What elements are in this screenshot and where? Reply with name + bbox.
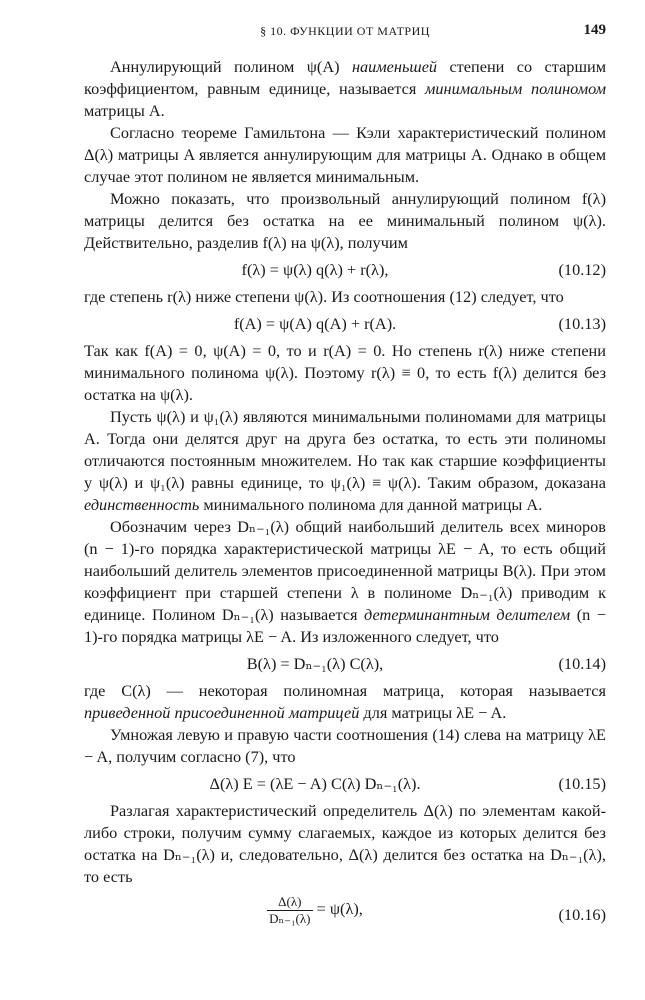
equation-number: (10.12) [558, 260, 606, 279]
paragraph-uniqueness: Пусть ψ(λ) и ψ₁(λ) являются минимальными полиномами для матрицы A. Тогда они делятся друг на друга без остатка, то есть эти полиномы отличаются постоянным множителем. Но так как старшие коэффициенты у ψ(λ) и ψ₁(λ) равны единице, то ψ₁(λ) ≡ ψ(λ). Таким образом, доказана единственность минимального полинома для данной матрицы A. [84, 407, 606, 514]
emph-minimal-polynomial: минимальным полиномом [425, 79, 606, 98]
paragraph-reduced-adjoint: где C(λ) — некоторая полиномная матрица, которая называется приведенной присоединенной матрицей для матрицы λE − A. [84, 681, 606, 722]
paragraph-determinant-divisor: Обозначим через Dₙ₋₁(λ) общий наибольший делитель всех миноров (n − 1)-го порядка характеристической матрицы λE − A, то есть общий наибольший делитель элементов присоединенной матрицы B(λ). При этом коэффициент при старшей степени λ в полиноме Dₙ₋₁(λ) приводим к единице. Полином Dₙ₋₁(λ) называется детерминантным делителем (n − 1)-го порядка матрицы λE − A. Из изложенного следует, что [84, 517, 606, 646]
equation-10-12 [84, 257, 606, 283]
equation-body: B(λ) = Dₙ₋₁(λ) C(λ), [246, 654, 384, 673]
emph-smallest: наименьшей [351, 57, 438, 76]
equation-number: (10.15) [558, 774, 606, 793]
equation-10-16 [84, 892, 606, 938]
equation-body [84, 894, 546, 927]
emph-uniqueness: единственность [84, 495, 200, 514]
paragraph-hamilton-cayley: Согласно теореме Гамильтона — Кэли характеристический полином Δ(λ) матрицы A является аннулирующим для матрицы A. Однако в общем случае этот полином не является минимальным. [84, 123, 606, 186]
equation-body: f(A) = ψ(A) q(A) + r(A). [233, 314, 397, 333]
paragraph-divisibility: Можно показать, что произвольный аннулирующий полином f(λ) матрицы делится без остатка на ее минимальный полином ψ(λ). Действительно, разделив f(λ) на ψ(λ), получим [84, 189, 606, 252]
paragraph-multiply: Умножая левую и правую части соотношения (14) слева на матрицу λE − A, получим согласно (7), что [84, 725, 606, 766]
equation-body: Δ(λ) E = (λE − A) C(λ) Dₙ₋₁(λ). [209, 774, 421, 793]
equation-number: (10.14) [558, 654, 606, 673]
paragraph-degree: где степень r(λ) ниже степени ψ(λ). Из соотношения (12) следует, что [84, 287, 564, 306]
equation-body: f(λ) = ψ(λ) q(λ) + r(λ), [241, 260, 389, 279]
fraction [267, 894, 312, 927]
page-header [84, 22, 606, 42]
fraction-numerator: Δ(λ) [267, 894, 312, 911]
emph-determinant-divisor: детерминантным делителем [364, 605, 571, 624]
equation-10-15 [84, 771, 606, 797]
equation-10-13 [84, 311, 606, 337]
paragraph-expansion: Разлагая характеристический определитель Δ(λ) по элементам какой-либо строки, получим сумму слагаемых, каждое из которых делится без остатка на Dₙ₋₁(λ) и, следовательно, Δ(λ) делится без остатка на Dₙ₋₁(λ), то есть [84, 801, 606, 886]
equation-10-14 [84, 651, 606, 677]
page-body [84, 56, 606, 938]
running-title: § 10. ФУНКЦИИ ОТ МАТРИЦ [260, 24, 430, 38]
paragraph-definition: Аннулирующий полином ψ(A) наименьшей степени со старшим коэффициентом, равным единице, называется минимальным полиномом матрицы A. [84, 57, 606, 120]
page-number: 149 [583, 22, 606, 38]
paragraph-conclusion: Так как f(A) = 0, ψ(A) = 0, то и r(A) = 0. Но степень r(λ) ниже степени минимального полинома ψ(λ). Поэтому r(λ) ≡ 0, то есть f(λ) делится без остатка на ψ(λ). [84, 341, 606, 404]
emph-reduced-adjoint: приведенной присоединенной матрицей [84, 703, 360, 722]
equation-number: (10.16) [558, 905, 606, 924]
equation-number: (10.13) [558, 314, 606, 333]
fraction-denominator: Dₙ₋₁(λ) [269, 911, 311, 926]
equation-rhs: = ψ(λ), [312, 899, 363, 919]
